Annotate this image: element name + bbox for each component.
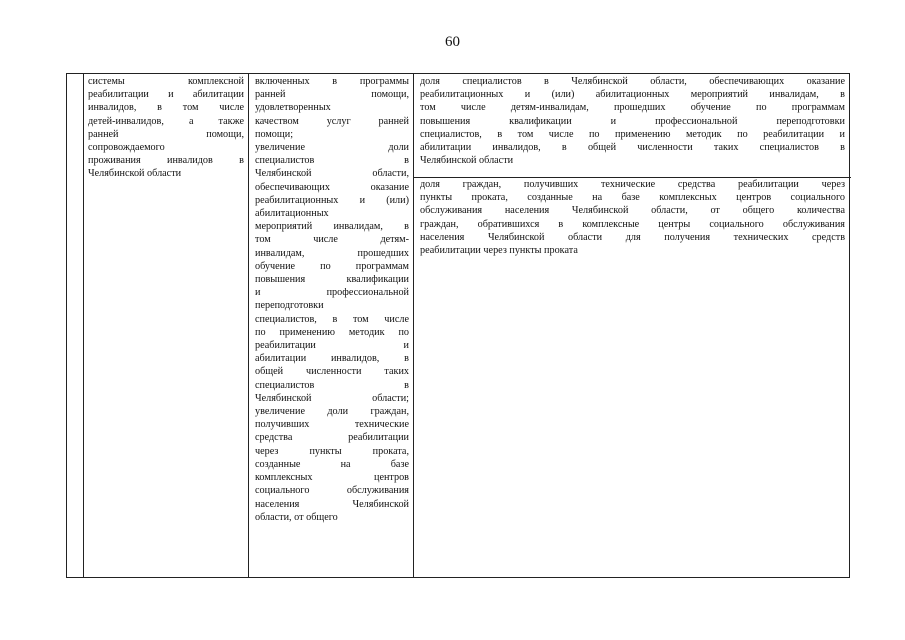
text-line: удовлетворенных	[255, 102, 331, 114]
goal-cell	[84, 74, 248, 181]
text-line: Челябинской области	[420, 155, 514, 167]
text-line: абилитационных	[255, 208, 329, 220]
indicator-2-text	[414, 177, 851, 257]
text-line: через пункты проката,	[255, 445, 409, 457]
text-line: Челябинской области,	[255, 168, 409, 180]
text-line: реабилитации и абилитации	[88, 89, 244, 101]
number-column	[67, 74, 84, 577]
text-line: Челябинской области;	[255, 392, 409, 404]
text-line: включенных в программы	[255, 76, 409, 87]
text-line: том числе детям-инвалидам, прошедших обучение по программам	[420, 102, 845, 114]
indicator-1-text	[414, 74, 851, 167]
text-line: реабилитационных и (или) абилитационных мероприятий инвалидам, в	[420, 89, 845, 101]
text-line: области, от общего	[255, 511, 338, 523]
indicator-row-2	[414, 177, 851, 577]
text-line: пункты проката, созданные на базе комплексных центров социального	[420, 192, 845, 204]
text-line: помощи;	[255, 128, 294, 140]
text-line: граждан, обратившихся в комплексные центры социального обслуживания	[420, 218, 845, 230]
text-line: абилитации инвалидов, в общей численности таких специалистов в	[420, 142, 845, 154]
text-line: системы комплексной	[88, 76, 244, 87]
text-line: обеспечивающих оказание	[255, 181, 409, 193]
text-line: общей численности таких	[255, 366, 409, 378]
text-line: детей-инвалидов, а также	[88, 115, 244, 127]
text-line: повышения квалификации и профессиональной переподготовки	[420, 115, 845, 127]
program-table	[66, 73, 850, 578]
text-line: доля граждан, получивших технические средства реабилитации через	[420, 179, 845, 190]
text-line: населения Челябинской	[255, 498, 409, 510]
text-line: проживания инвалидов в	[88, 155, 244, 167]
text-line: инвалидам, прошедших	[255, 247, 409, 259]
text-line: инвалидов, в том числе	[88, 102, 244, 114]
text-line: специалистов, в том числе	[255, 313, 409, 325]
text-line: реабилитации через пункты проката	[420, 245, 578, 257]
text-line: качеством услуг ранней	[255, 115, 409, 127]
goal-column	[84, 74, 249, 577]
text-line: увеличение доли	[255, 142, 409, 154]
results-cell	[249, 74, 413, 524]
text-line: созданные на базе	[255, 458, 409, 470]
text-line: абилитации инвалидов, в	[255, 353, 409, 365]
text-line: получивших технические	[255, 419, 409, 431]
text-line: средства реабилитации	[255, 432, 409, 444]
text-line: специалистов в	[255, 155, 409, 167]
text-line: и профессиональной	[255, 287, 409, 299]
text-line: обслуживания населения Челябинской области, от общего количества	[420, 205, 845, 217]
text-line: обучение по программам	[255, 260, 409, 272]
text-line: ранней помощи,	[88, 128, 244, 140]
text-line: реабилитационных и (или)	[255, 194, 409, 206]
text-line: сопровождаемого	[88, 142, 165, 154]
text-line: специалистов, в том числе по применению методик по реабилитации и	[420, 128, 845, 140]
text-line: переподготовки	[255, 300, 324, 312]
indicator-row-1	[414, 74, 851, 178]
text-line: повышения квалификации	[255, 274, 409, 286]
text-line: социального обслуживания	[255, 485, 409, 497]
text-line: том числе детям-	[255, 234, 409, 246]
text-line: реабилитации и	[255, 340, 409, 352]
text-line: по применению методик по	[255, 326, 409, 338]
text-line: увеличение доли граждан,	[255, 406, 409, 418]
results-column	[249, 74, 414, 577]
page-number: 60	[445, 34, 460, 50]
text-line: населения Челябинской области для получения технических средств	[420, 231, 845, 243]
text-line: мероприятий инвалидам, в	[255, 221, 409, 233]
text-line: ранней помощи,	[255, 89, 409, 101]
text-line: комплексных центров	[255, 472, 409, 484]
text-line: доля специалистов в Челябинской области, обеспечивающих оказание	[420, 76, 845, 87]
text-line: Челябинской области	[88, 168, 182, 180]
text-line: специалистов в	[255, 379, 409, 391]
indicators-column	[414, 74, 851, 577]
